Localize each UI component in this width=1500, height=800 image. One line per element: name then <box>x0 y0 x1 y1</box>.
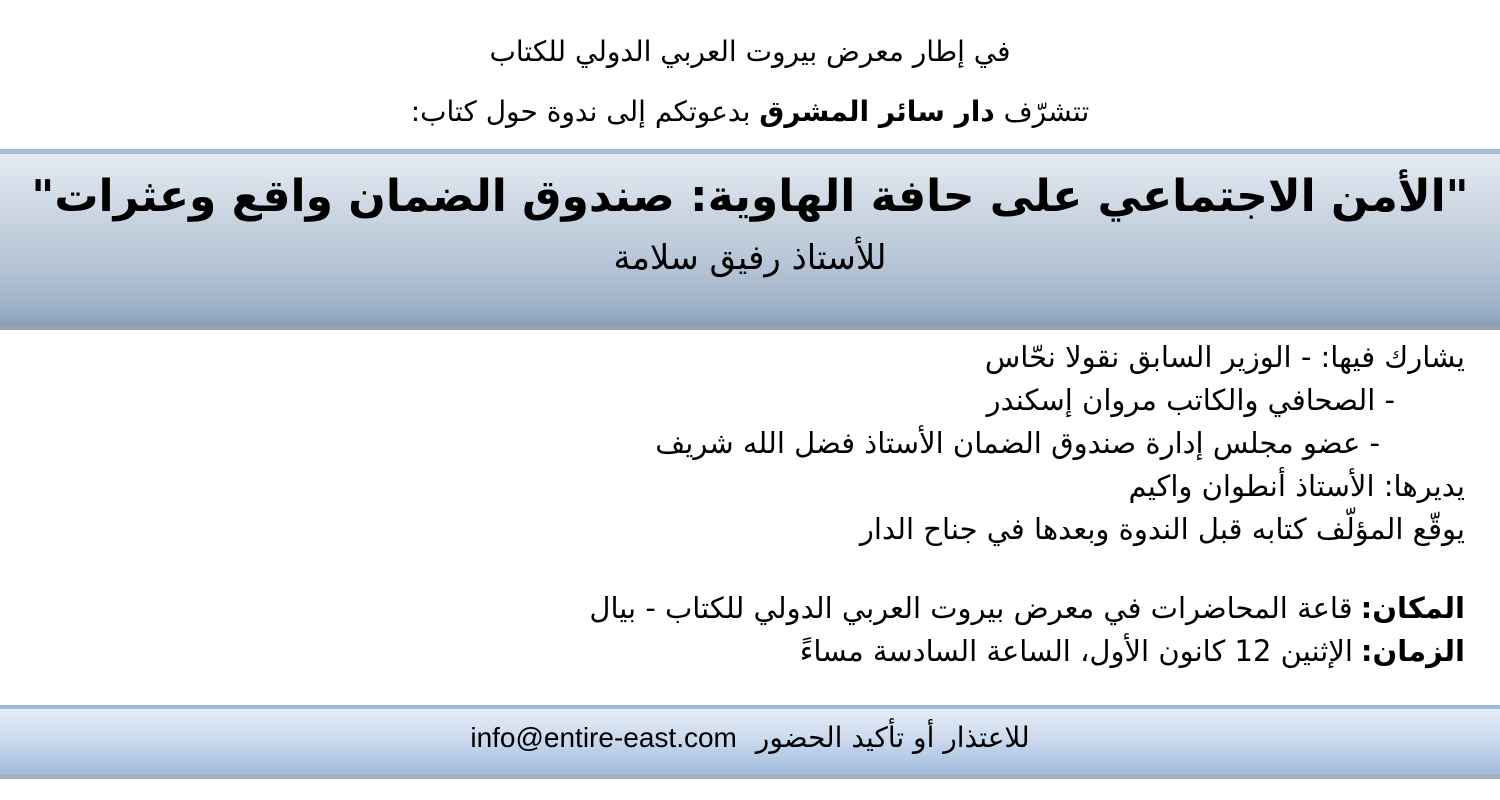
publisher-name: دار سائر المشرق <box>759 95 995 128</box>
time-line <box>20 630 1465 673</box>
book-signing-line: يوقّع المؤلّف كتابه قبل الندوة وبعدها في جناح الدار <box>859 512 1465 546</box>
rsvp-line <box>0 709 1500 767</box>
event-details-section <box>0 336 1500 673</box>
header-invite-line <box>0 92 1500 132</box>
event-title-banner <box>0 149 1500 326</box>
location-label: المكان: <box>1360 591 1465 625</box>
participant-line-3: - عضو مجلس إدارة صندوق الضمان الأستاذ فضل الله شريف <box>655 426 1380 460</box>
book-title: "الأمن الاجتماعي على حافة الهاوية: صندوق الضمان واقع وعثرات" <box>31 171 1469 222</box>
participant-line-2: - الصحافي والكاتب مروان إسكندر <box>986 383 1395 417</box>
participants-intro-line: يشارك فيها: - الوزير السابق نقولا نحّاس <box>984 340 1465 374</box>
author-name: للأستاذ رفيق سلامة <box>613 238 887 279</box>
location-line <box>20 587 1465 630</box>
paragraph-spacer <box>20 551 1465 587</box>
location-value: قاعة المحاضرات في معرض بيروت العربي الدولي للكتاب - بيال <box>589 591 1353 625</box>
moderator-line: يديرها: الأستاذ أنطوان واكيم <box>1128 469 1465 503</box>
header-context-line: في إطار معرض بيروت العربي الدولي للكتاب <box>489 35 1011 68</box>
time-value: الإثنين 12 كانون الأول، الساعة السادسة مساءً <box>799 634 1353 668</box>
invite-line-prefix: تتشرّف <box>994 95 1090 128</box>
contact-footer-bar <box>0 705 1500 779</box>
contact-email[interactable]: info@entire-east.com <box>470 722 737 753</box>
rsvp-text: للاعتذار أو تأكيد الحضور <box>755 721 1030 754</box>
time-label: الزمان: <box>1360 634 1465 668</box>
invite-line-suffix: بدعوتكم إلى ندوة حول كتاب: <box>410 95 760 128</box>
